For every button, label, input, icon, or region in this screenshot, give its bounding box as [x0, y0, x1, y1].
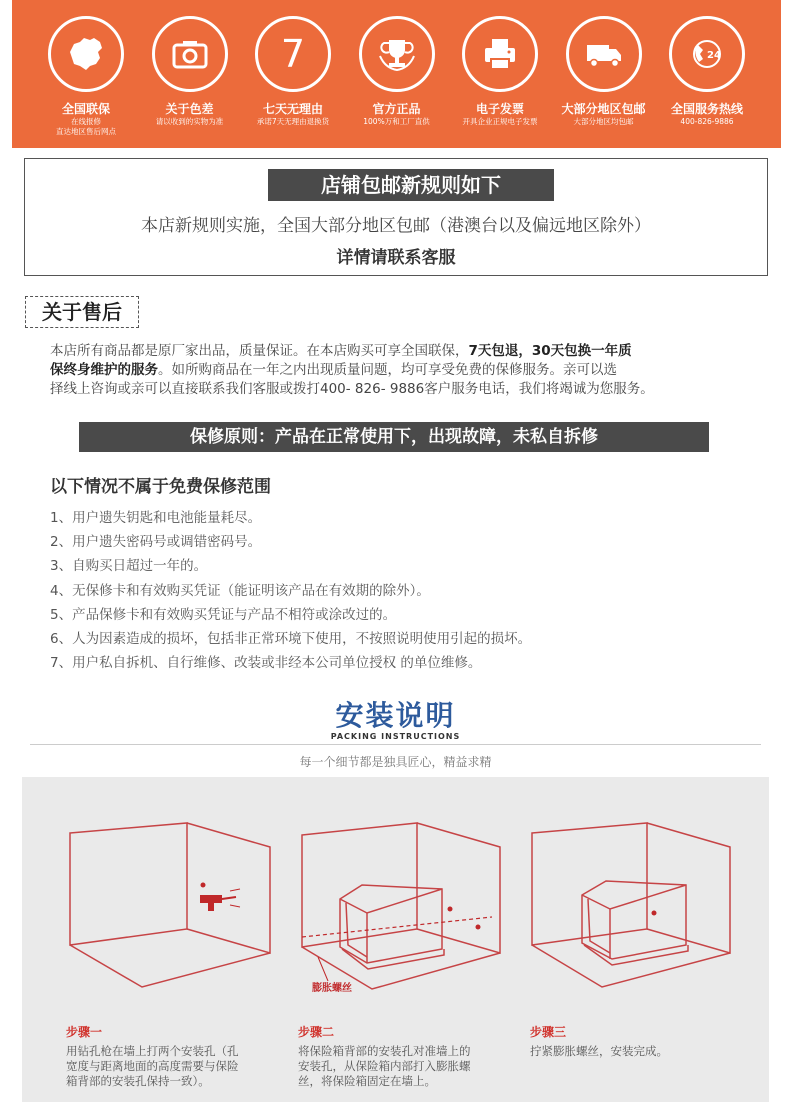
shipping-line: 本店新规则实施，全国大部分地区包邮（港澳台以及偏远地区除外）	[141, 216, 651, 236]
step-title: 步骤三	[530, 1025, 567, 1039]
step-two	[298, 1023, 513, 1089]
installation-title: 安装说明	[335, 699, 456, 732]
seven-icon	[255, 16, 331, 92]
feature-free-shipping	[554, 0, 654, 148]
feature-subtitle: 100%万和工厂直供	[363, 117, 430, 126]
divider	[30, 744, 761, 745]
after-sale-title: 关于售后	[25, 296, 139, 328]
after-sale-bold: 保终身维护的服务	[50, 362, 158, 378]
feature-subtitle: 在线报修	[71, 117, 101, 126]
after-sale-text: 本店所有商品都是原厂家出品，质量保证。在本店购买可享全国联保，	[50, 343, 469, 359]
phone-24-icon	[669, 16, 745, 92]
step-text-line: 将保险箱背部的安装孔对准墙上的	[298, 1044, 471, 1058]
svg-text:24: 24	[707, 50, 721, 61]
bolt-pointer	[318, 957, 328, 981]
feature-title: 全国联保	[61, 102, 110, 116]
step-three	[530, 1023, 745, 1059]
truck-icon	[566, 16, 642, 92]
shipping-title: 店铺包邮新规则如下	[268, 169, 554, 201]
camera-icon	[152, 16, 228, 92]
feature-subtitle: 开具企业正规电子发票	[462, 117, 538, 126]
seven-number: 7	[280, 32, 306, 76]
feature-title: 七天无理由	[262, 102, 323, 116]
step-text-line: 宽度与距离地面的高度需要与保险	[66, 1059, 239, 1073]
after-sale-text: 择线上咨询或亲可以直接联系我们客服或拨打400- 826- 9886客户服务电话，我们将竭诚为您服务。	[50, 381, 654, 397]
step-text-line: 用钻孔枪在墙上打两个安装孔（孔	[66, 1044, 239, 1058]
feature-service-hotline	[657, 0, 757, 148]
feature-genuine	[347, 0, 447, 148]
expansion-bolt-label: 膨胀螺丝	[312, 983, 352, 994]
exclusions-title: 以下情况不属于免费保修范围	[50, 477, 271, 497]
step-one	[66, 1023, 281, 1089]
after-sale-bold: 7天包退，30天包换一年质	[468, 343, 632, 359]
feature-subtitle: 大部分地区均包邮	[573, 117, 634, 126]
step-title: 步骤二	[298, 1025, 335, 1039]
list-item: 1、用户遗失钥匙和电池能量耗尽。	[50, 510, 262, 526]
feature-title: 全国服务热线	[670, 102, 743, 116]
printer-icon	[462, 16, 538, 92]
feature-title: 电子发票	[475, 102, 524, 116]
installation-illustration	[22, 777, 769, 1017]
step-text-line: 丝，将保险箱固定在墙上。	[298, 1074, 436, 1088]
drill-icon	[200, 883, 240, 912]
after-sale-paragraph	[50, 342, 750, 399]
feature-color-difference	[140, 0, 240, 148]
installation-tagline: 每一个细节都是独具匠心，精益求精	[299, 755, 492, 769]
list-item: 4、无保修卡和有效购买凭证（能证明该产品在有效期的除外）。	[50, 582, 430, 599]
china-map-icon	[48, 16, 124, 92]
step-title: 步骤一	[66, 1025, 103, 1039]
step-text-line: 拧紧膨胀螺丝，安装完成。	[530, 1044, 668, 1058]
service-banner	[12, 0, 781, 148]
shipping-rules-box	[24, 158, 768, 276]
step-text-line: 箱背部的安装孔保持一致）。	[66, 1074, 210, 1088]
installation-subtitle: PACKING INSTRUCTIONS	[330, 732, 461, 741]
feature-title: 官方正品	[372, 102, 421, 116]
step-text-line: 安装孔，从保险箱内部打入膨胀螺	[298, 1059, 471, 1073]
feature-subtitle: 承诺7天无理由退换货	[256, 117, 330, 126]
installation-panel	[22, 777, 769, 1102]
feature-e-invoice	[450, 0, 550, 148]
list-item: 2、用户遗失密码号或调错密码号。	[50, 534, 262, 551]
shipping-contact-line: 详情请联系客服	[336, 248, 456, 268]
repair-principle-bar: 保修原则：产品在正常使用下，出现故障，未私自拆修	[79, 422, 709, 452]
feature-title: 大部分地区包邮	[561, 102, 646, 116]
list-item: 5、产品保修卡和有效购买凭证与产品不相符或涂改过的。	[50, 606, 397, 623]
trophy-icon	[359, 16, 435, 92]
list-item: 7、用户私自拆机、自行维修、改装或非经本公司单位授权 的单位维修。	[50, 655, 482, 672]
step-text	[66, 1044, 281, 1089]
step-text	[298, 1044, 513, 1089]
feature-nationwide-warranty	[36, 0, 136, 148]
after-sale-text: 。如所购商品在一年之内出现质量问题，均可享受免费的保修服务。亲可以选	[158, 362, 617, 378]
exclusions-list	[50, 506, 531, 675]
feature-title: 关于色差	[165, 102, 214, 116]
list-item: 3、自购买日超过一年的。	[50, 558, 208, 575]
feature-seven-day-return	[243, 0, 343, 148]
feature-subtitle: 400-826-9886	[680, 117, 734, 126]
list-item: 6、人为因素造成的损坏，包括非正常环境下使用，不按照说明使用引起的损坏。	[50, 630, 532, 647]
step-text	[530, 1044, 745, 1059]
feature-subtitle: 请以收到的实物为准	[155, 117, 224, 126]
feature-subtitle: 直达地区售后网点	[56, 127, 116, 136]
